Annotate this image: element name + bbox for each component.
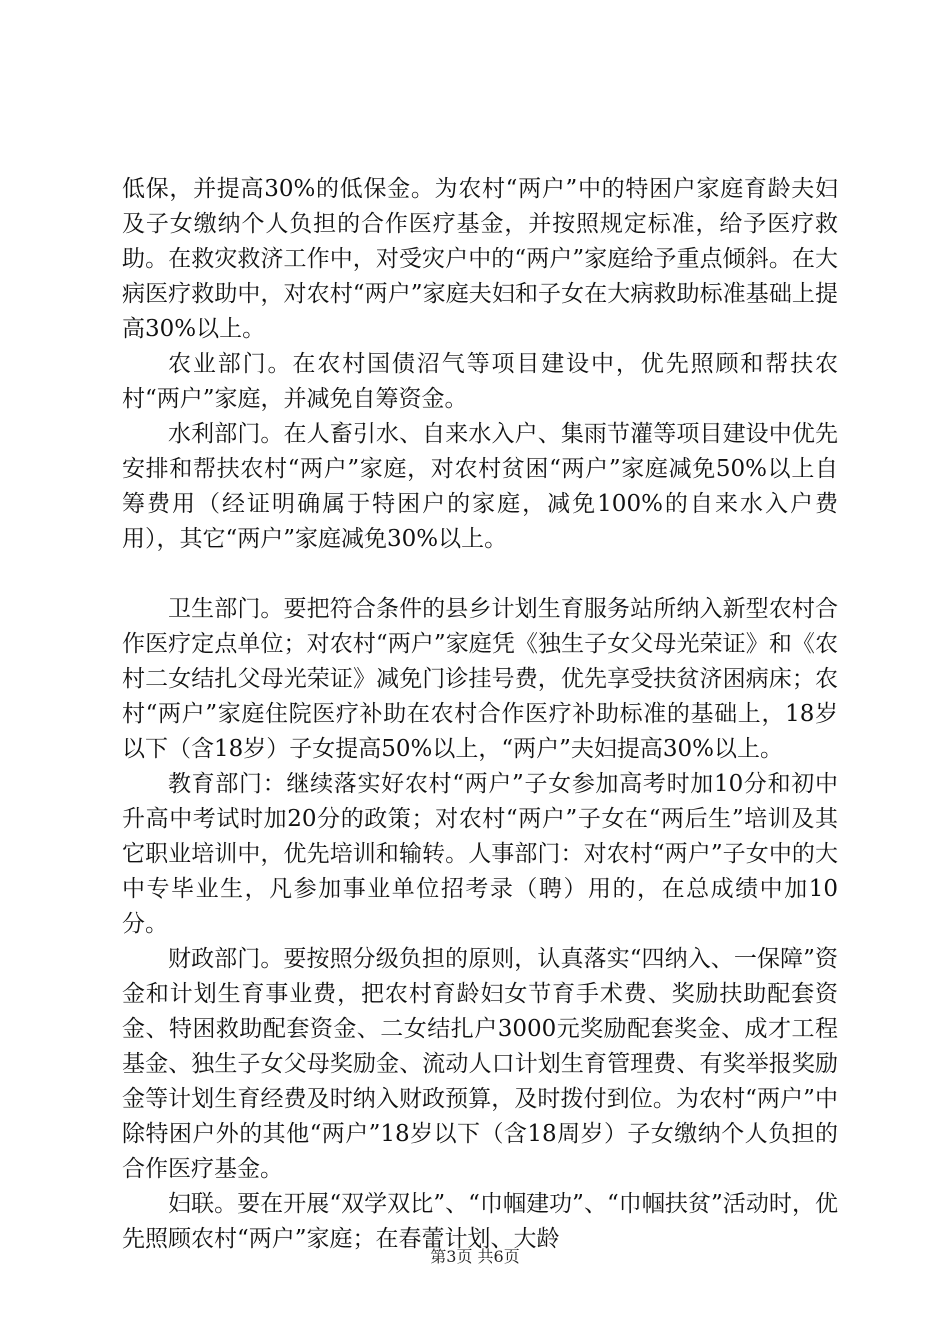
paragraph-health: 卫生部门。要把符合条件的县乡计划生育服务站所纳入新型农村合作医疗定点单位；对农村“两户”家庭凭《独生子女父母光荣证》和《农村二女结扎父母光荣证》减免门诊挂号费，优先享受扶贫济困病床；农村“两户”家庭住院医疗补助在农村合作医疗补助标准的基础上，18岁以下（含18岁）子女提高50%以上，“两户”夫妇提高30%以上。 (122, 596, 838, 762)
paragraph-education: 教育部门：继续落实好农村“两户”子女参加高考时加10分和初中升高中考试时加20分的政策；对农村“两户”子女在“两后生”培训及其它职业培训中，优先培训和输转。人事部门：对农村“两户”子女中的大中专毕业生，凡参加事业单位招考录（聘）用的，在总成绩中加10分。 (122, 771, 838, 937)
paragraph-womens-federation: 妇联。要在开展“双学双比”、“巾帼建功”、“巾帼扶贫”活动时，优先照顾农村“两户”家庭；在春蕾计划、大龄 (122, 1191, 838, 1252)
document-body (122, 172, 838, 1257)
paragraph-agriculture: 农业部门。在农村国债沼气等项目建设中，优先照顾和帮扶农村“两户”家庭，并减免自筹资金。 (122, 351, 838, 412)
page-footer: 第3页 共6页 (430, 1247, 520, 1266)
paragraph-water-resources: 水利部门。在人畜引水、自来水入户、集雨节灌等项目建设中优先安排和帮扶农村“两户”家庭，对农村贫困“两户”家庭减免50%以上自筹费用（经证明确属于特困户的家庭，减免100%的自来水入户费用），其它“两户”家庭减免30%以上。 (122, 421, 838, 552)
paragraph-finance: 财政部门。要按照分级负担的原则，认真落实“四纳入、一保障”资金和计划生育事业费，把农村育龄妇女节育手术费、奖励扶助配套资金、特困救助配套资金、二女结扎户3000元奖励配套奖金、成才工程基金、独生子女父母奖励金、流动人口计划生育管理费、有奖举报奖励金等计划生育经费及时纳入财政预算，及时拨付到位。为农村“两户”中除特困户外的其他“两户”18岁以下（含18周岁）子女缴纳个人负担的合作医疗基金。 (122, 946, 838, 1182)
paragraph-medical-aid: 低保，并提高30%的低保金。为农村“两户”中的特困户家庭育龄夫妇及子女缴纳个人负担的合作医疗基金，并按照规定标准，给予医疗救助。在救灾救济工作中，对受灾户中的“两户”家庭给予重点倾斜。在大病医疗救助中，对农村“两户”家庭夫妇和子女在大病救助标准基础上提高30%以上。 (122, 176, 838, 342)
paragraph-gap (122, 557, 838, 592)
